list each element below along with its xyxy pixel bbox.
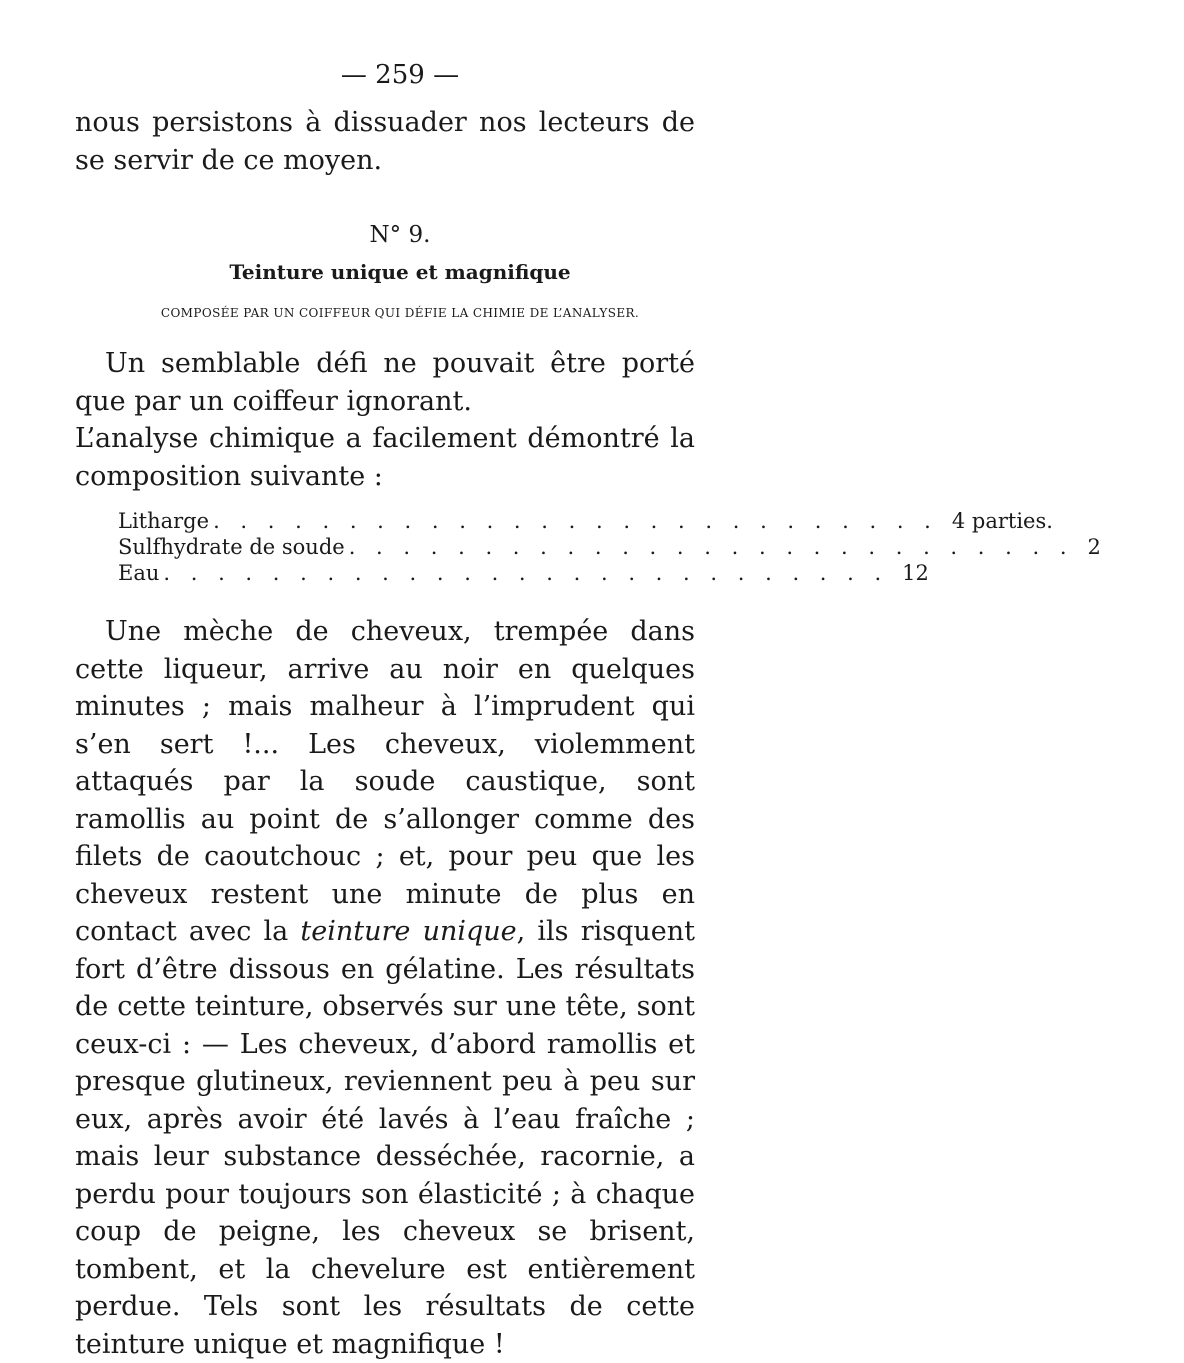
section-number: N° 9. (369, 222, 431, 248)
paragraph-result (75, 613, 695, 1363)
recipe-ingredient: Eau (118, 561, 160, 585)
paragraph-intro: nous persistons à dissuader nos lecteurs de se servir de ce moyen. (75, 107, 695, 176)
recipe-ingredient: Litharge (118, 509, 210, 533)
section-title: Teinture unique et magnifique (229, 260, 571, 284)
recipe-quantity: 2 (1087, 535, 1101, 559)
paragraph-text: , ils risquent fort d’être dissous en gélatine. Les résultats de cette teinture, observés sur une tête, sont ceux-ci : — Les cheveux, d’abord ramollis et presque glutineux, reviennent peu à peu sur eux, après avoir été lavés à l’eau fraîche ; mais leur substance desséchée, racornie, a perdu pour toujours son élasticité ; à chaque coup de peigne, les cheveux se brisent, tombent, et la chevelure est entièrement perdue. Tels sont les résultats de cette teinture unique et magnifique ! (75, 916, 695, 1360)
leader-dots: . . . . . . . . . . . . . . . . . . . . . . . . . . . (348, 535, 1074, 559)
page-number: — 259 — (340, 60, 460, 90)
recipe-ingredient: Sulfhydrate de soude (118, 535, 345, 559)
recipe-row (118, 508, 1053, 534)
recipe-list (118, 508, 1101, 586)
recipe-row (118, 534, 1101, 560)
italic-phrase: teinture unique (300, 916, 517, 947)
leader-dots: . . . . . . . . . . . . . . . . . . . . . . . . . . . (163, 561, 889, 585)
section-subtitle: COMPOSÉE PAR UN COIFFEUR QUI DÉFIE LA CHIMIE DE L’ANALYSER. (160, 306, 640, 320)
recipe-row (118, 560, 929, 586)
paragraph-text: Une mèche de cheveux, trempée dans cette liqueur, arrive au noir en quelques minutes ; mais malheur à l’imprudent qui s’en sert !... Les cheveux, violemment attaqués par la soude caustique, sont ramollis au point de s’allonger comme des filets de caoutchouc ; et, pour peu que les cheveux restent une minute de plus en contact avec la (75, 616, 695, 947)
leader-dots: . . . . . . . . . . . . . . . . . . . . . . . . . . . (213, 509, 938, 533)
paragraph-defi: Un semblable défi ne pouvait être porté que par un coiffeur ignorant. (75, 348, 695, 417)
paragraph-analyse: L’analyse chimique a facilement démontré la composition suivante : (75, 423, 695, 492)
recipe-quantity: 12 (902, 561, 929, 585)
recipe-quantity: 4 parties. (951, 509, 1053, 533)
